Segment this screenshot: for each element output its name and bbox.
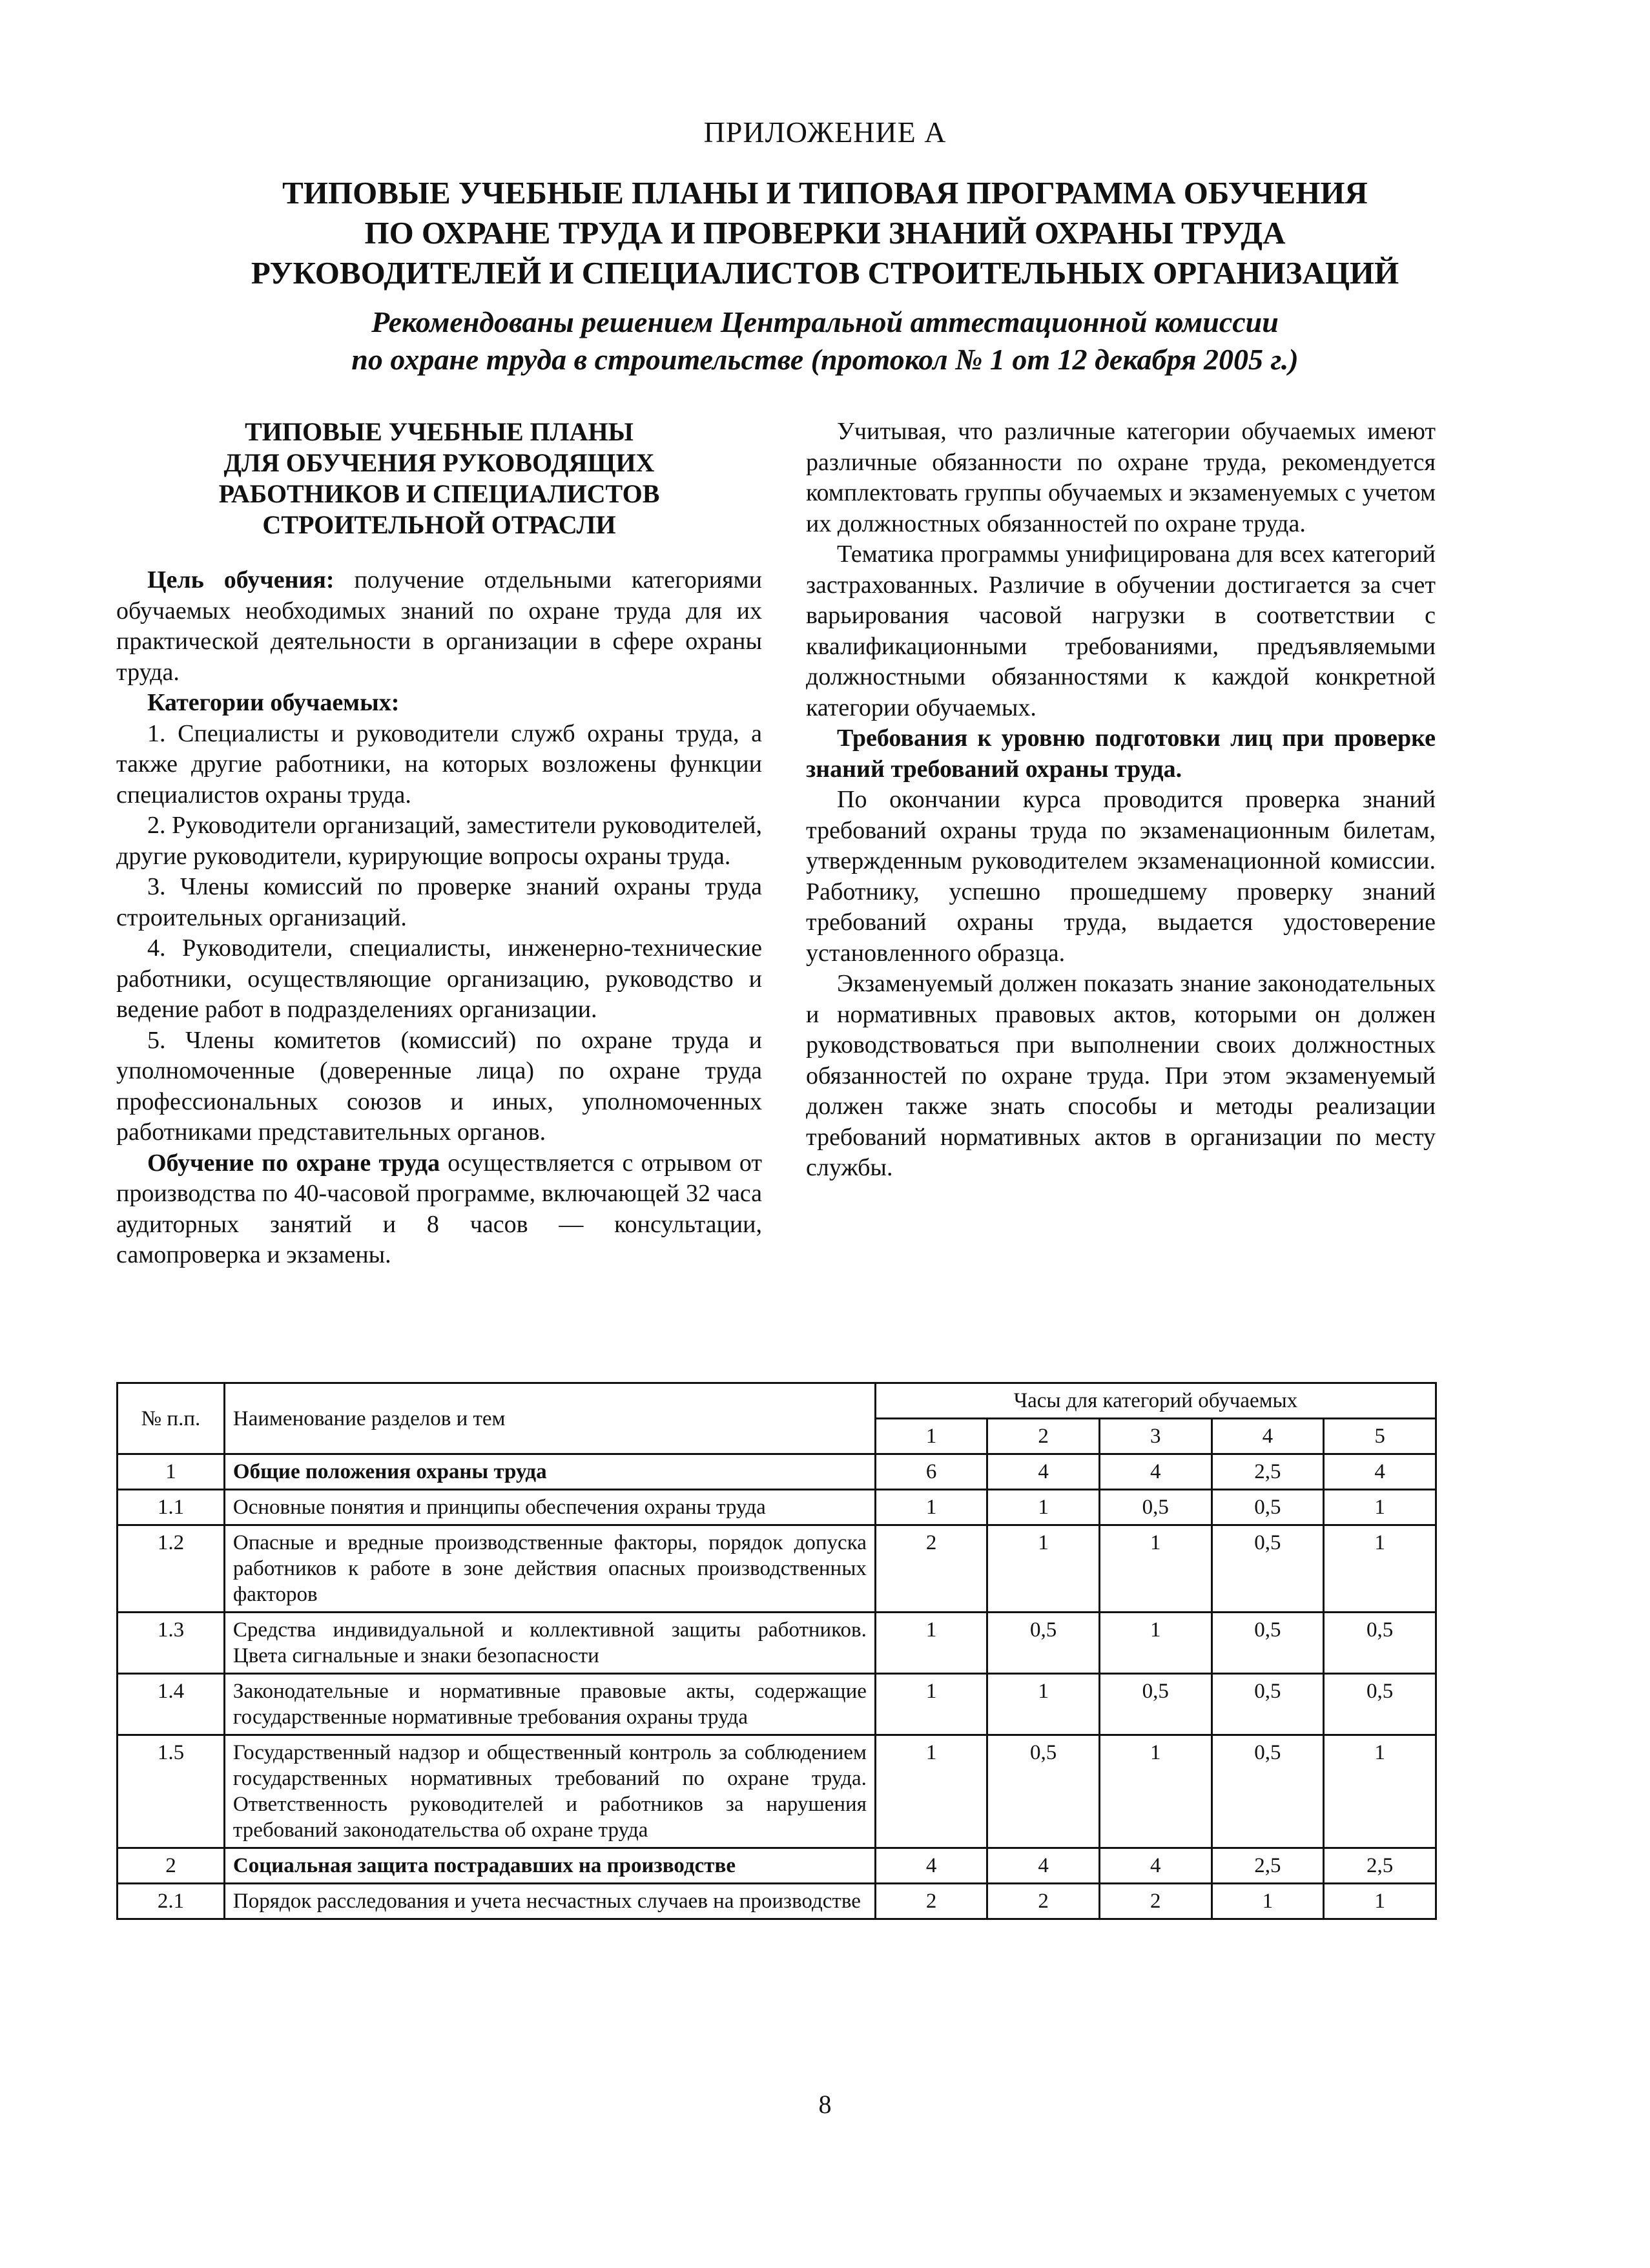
main-title-line: ТИПОВЫЕ УЧЕБНЫЕ ПЛАНЫ И ТИПОВАЯ ПРОГРАММА ОБУЧЕНИЯ [282, 175, 1368, 211]
row-num: 1.3 [118, 1613, 225, 1674]
row-name: Основные понятия и принципы обеспечения охраны труда [224, 1490, 875, 1525]
categories-heading [116, 688, 762, 719]
row-hours: 0,5 [1324, 1613, 1436, 1674]
hours-table [116, 1382, 1437, 1920]
header-category: 4 [1212, 1419, 1324, 1454]
row-name: Средства индивидуальной и коллективной защиты работников. Цвета сигнальные и знаки безопасности [224, 1613, 875, 1674]
recommendation-line: по охране труда в строительстве (протокол № 1 от 12 декабря 2005 г.) [351, 343, 1299, 376]
row-hours: 2 [987, 1884, 1100, 1919]
row-name: Социальная защита пострадавших на производстве [224, 1848, 875, 1884]
row-hours: 1 [1099, 1613, 1212, 1674]
section-title-line: СТРОИТЕЛЬНОЙ ОТРАСЛИ [262, 510, 616, 539]
training-paragraph [116, 1148, 762, 1271]
paragraph: Тематика программы унифицирована для всех категорий застрахованных. Различие в обучении достигается за счет варьирования часовой нагрузки в соответствии с квалификационными требованиями, предъявляемыми должностными обязанностями к каждой конкретной категории обучаемых. [806, 541, 1436, 721]
row-num: 2 [118, 1848, 225, 1884]
row-hours: 1 [1324, 1490, 1436, 1525]
header-category: 1 [875, 1419, 987, 1454]
requirements-heading-text: Требования к уровню подготовки лиц при проверке знаний требований охраны труда. [806, 725, 1436, 783]
table-row [118, 1525, 1436, 1613]
training-text: осуществляется с отрывом от производства по 40-часовой программе, включающей 32 часа аудиторных занятий и 8 часов — консультации, самопроверка и экзамены. [116, 1149, 762, 1268]
goal-text: получение отдельными категориями обучаемых необходимых знаний по охране труда для их практической деятельности в организации в сфере охраны труда. [116, 566, 762, 686]
row-hours: 1 [1324, 1525, 1436, 1613]
row-hours: 4 [1324, 1454, 1436, 1490]
row-hours: 0,5 [1099, 1674, 1212, 1735]
row-hours: 1 [1099, 1735, 1212, 1848]
row-hours: 2,5 [1212, 1454, 1324, 1490]
row-hours: 1 [1212, 1884, 1324, 1919]
main-title [97, 173, 1553, 293]
category-item: 4. Руководители, специалисты, инженерно-технические работники, осуществляющие организацию, руководство и ведение работ в подразделениях организации. [116, 934, 762, 1023]
row-num: 1.1 [118, 1490, 225, 1525]
row-hours: 0,5 [1212, 1735, 1324, 1848]
row-hours: 2,5 [1212, 1848, 1324, 1884]
training-label: Обучение по охране труда [147, 1149, 440, 1177]
row-hours: 1 [875, 1490, 987, 1525]
row-hours: 0,5 [1324, 1674, 1436, 1735]
header-num: № п.п. [118, 1383, 225, 1454]
row-hours: 1 [1324, 1884, 1436, 1919]
row-hours: 4 [987, 1848, 1100, 1884]
row-num: 1.4 [118, 1674, 225, 1735]
category-item: 1. Специалисты и руководители служб охраны труда, а также другие работники, на которых возложены функции специалистов охраны труда. [116, 719, 762, 809]
main-title-line: РУКОВОДИТЕЛЕЙ И СПЕЦИАЛИСТОВ СТРОИТЕЛЬНЫХ ОРГАНИЗАЦИЙ [251, 255, 1399, 291]
row-hours: 0,5 [1212, 1490, 1324, 1525]
row-hours: 1 [875, 1735, 987, 1848]
left-column [116, 417, 762, 1271]
row-hours: 0,5 [1099, 1490, 1212, 1525]
row-hours: 1 [1324, 1735, 1436, 1848]
row-hours: 2 [875, 1525, 987, 1613]
section-title-line: ДЛЯ ОБУЧЕНИЯ РУКОВОДЯЩИХ [223, 448, 655, 477]
table-row [118, 1613, 1436, 1674]
row-hours: 1 [987, 1674, 1100, 1735]
page-number: 8 [818, 2090, 832, 2119]
recommendation-note [97, 304, 1553, 378]
table-row [118, 1735, 1436, 1848]
header-category: 3 [1099, 1419, 1212, 1454]
right-column [806, 417, 1436, 1184]
row-hours: 0,5 [1212, 1613, 1324, 1674]
row-hours: 2 [875, 1884, 987, 1919]
header-name: Наименование разделов и тем [224, 1383, 875, 1454]
row-hours: 2,5 [1324, 1848, 1436, 1884]
paragraph: По окончании курса проводится проверка знаний требований охраны труда по экзаменационным билетам, утвержденным руководителем экзаменационной комиссии. Работнику, успешно прошедшему проверку знаний требований охраны труда, выдается удостоверение установленного образца. [806, 786, 1436, 967]
row-num: 1 [118, 1454, 225, 1490]
header-category: 2 [987, 1419, 1100, 1454]
row-hours: 0,5 [987, 1613, 1100, 1674]
header-hours: Часы для категорий обучаемых [875, 1383, 1436, 1419]
row-hours: 1 [875, 1613, 987, 1674]
categories-label: Категории обучаемых: [147, 689, 400, 716]
section-title-line: РАБОТНИКОВ И СПЕЦИАЛИСТОВ [218, 479, 660, 508]
table-row [118, 1674, 1436, 1735]
row-num: 2.1 [118, 1884, 225, 1919]
row-hours: 4 [987, 1454, 1100, 1490]
row-name: Опасные и вредные производственные факторы, порядок допуска работников к работе в зоне действия опасных производственных факторов [224, 1525, 875, 1613]
table-row [118, 1848, 1436, 1884]
row-name: Общие положения охраны труда [224, 1454, 875, 1490]
row-hours: 1 [987, 1490, 1100, 1525]
row-hours: 0,5 [987, 1735, 1100, 1848]
row-name: Государственный надзор и общественный контроль за соблюдением государственных нормативных требований по охране труда. Ответственность руководителей и работников за нарушения требований законодательства об охране труда [224, 1735, 875, 1848]
row-num: 1.2 [118, 1525, 225, 1613]
category-item: 2. Руководители организаций, заместители руководителей, другие руководители, курирующие вопросы охраны труда. [116, 812, 762, 870]
row-hours: 2 [1099, 1884, 1212, 1919]
recommendation-line: Рекомендованы решением Центральной аттестационной комиссии [371, 305, 1279, 338]
row-num: 1.5 [118, 1735, 225, 1848]
category-item: 5. Члены комитетов (комиссий) по охране труда и уполномоченные (доверенные лица) по охране труда профессиональных союзов и иных, уполномоченных работниками представительных органов. [116, 1026, 762, 1146]
table-row [118, 1490, 1436, 1525]
main-title-line: ПО ОХРАНЕ ТРУДА И ПРОВЕРКИ ЗНАНИЙ ОХРАНЫ ТРУДА [364, 215, 1286, 251]
row-hours: 4 [1099, 1848, 1212, 1884]
paragraph: Экзаменуемый должен показать знание законодательных и нормативных правовых актов, которыми он должен руководствоваться при выполнении своих должностных обязанностей по охране труда. При этом экзаменуемый должен также знать способы и методы реализации требований нормативных актов в организации по месту службы. [806, 970, 1436, 1181]
row-name: Законодательные и нормативные правовые акты, содержащие государственные нормативные требования охраны труда [224, 1674, 875, 1735]
table-row [118, 1884, 1436, 1919]
row-hours: 6 [875, 1454, 987, 1490]
row-hours: 4 [875, 1848, 987, 1884]
row-name: Порядок расследования и учета несчастных случаев на производстве [224, 1884, 875, 1919]
goal-label: Цель обучения: [147, 566, 335, 593]
row-hours: 1 [1099, 1525, 1212, 1613]
row-hours: 0,5 [1212, 1525, 1324, 1613]
section-title-line: ТИПОВЫЕ УЧЕБНЫЕ ПЛАНЫ [245, 417, 634, 446]
goal-paragraph [116, 565, 762, 688]
category-item: 3. Члены комиссий по проверке знаний охраны труда строительных организаций. [116, 873, 762, 931]
row-hours: 1 [987, 1525, 1100, 1613]
row-hours: 1 [875, 1674, 987, 1735]
requirements-heading [806, 723, 1436, 785]
row-hours: 4 [1099, 1454, 1212, 1490]
table-header-row [118, 1383, 1436, 1419]
row-hours: 0,5 [1212, 1674, 1324, 1735]
paragraph: Учитывая, что различные категории обучаемых имеют различные обязанности по охране труда, рекомендуется комплектовать группы обучаемых и экзаменуемых с учетом их должностных обязанностей по охране труда. [806, 418, 1436, 537]
appendix-title: ПРИЛОЖЕНИЕ А [703, 116, 947, 149]
header-category: 5 [1324, 1419, 1436, 1454]
table-row [118, 1454, 1436, 1490]
section-title [116, 417, 762, 541]
